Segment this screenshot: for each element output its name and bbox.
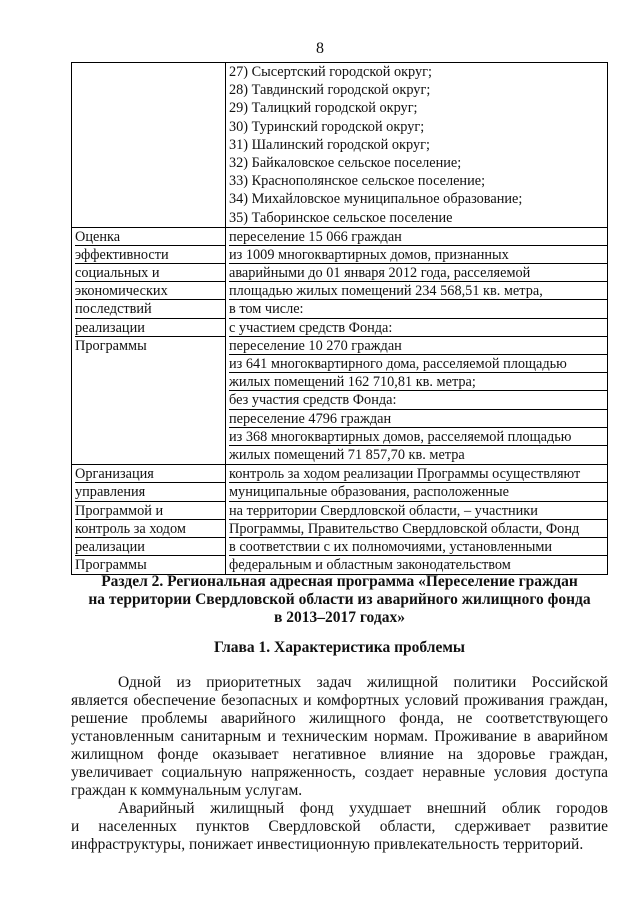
paragraph-line: граждан к коммунальным услугам. bbox=[71, 782, 303, 799]
value-line: в соответствии с их полномочиями, установленными bbox=[229, 538, 607, 556]
municipality-item: 28) Тавдинский городской округ; bbox=[229, 82, 431, 99]
row-value-cell bbox=[226, 227, 608, 464]
page-number: 8 bbox=[316, 40, 324, 57]
municipality-item: 31) Шалинский городской округ; bbox=[229, 136, 430, 153]
municipality-item: 35) Таборинское сельское поселение bbox=[229, 209, 453, 226]
label-line: Оценка bbox=[75, 228, 225, 246]
table-row bbox=[72, 465, 608, 575]
label-line: социальных и bbox=[75, 264, 225, 282]
row-value-cell bbox=[226, 465, 608, 575]
municipality-item: 29) Талицкий городской округ; bbox=[229, 100, 418, 117]
municipality-item: 34) Михайловское муниципальное образование; bbox=[229, 191, 523, 208]
label-line: Программы bbox=[75, 337, 147, 354]
value-line: переселение 4796 граждан bbox=[229, 410, 607, 428]
municipality-item: 33) Краснополянское сельское поселение; bbox=[229, 173, 486, 190]
paragraph-line: Одной из приоритетных задач жилищной политики Российской bbox=[118, 674, 608, 691]
municipality-item: 27) Сысертский городской округ; bbox=[229, 64, 432, 80]
section-title-line: в 2013–2017 годах» bbox=[274, 609, 405, 626]
value-line: из 1009 многоквартирных домов, признанных bbox=[229, 246, 607, 264]
value-line: переселение 10 270 граждан bbox=[229, 337, 607, 355]
paragraph-line: увеличивает социальную напряженность, создает неравные условия доступа bbox=[71, 764, 608, 781]
value-line: на территории Свердловской области, – участники bbox=[229, 502, 607, 520]
label-line: экономических bbox=[75, 282, 225, 300]
paragraph-line: Аварийный жилищный фонд ухудшает внешний облик городов bbox=[118, 800, 608, 817]
value-line: Программы, Правительство Свердловской области, Фонд bbox=[229, 520, 607, 538]
municipality-item: 32) Байкаловское сельское поселение; bbox=[229, 154, 462, 171]
value-line: в том числе: bbox=[229, 300, 607, 318]
label-line: реализации bbox=[75, 538, 225, 556]
paragraph bbox=[71, 674, 608, 800]
program-passport-table bbox=[71, 62, 608, 575]
paragraph-line: инфраструктуры, понижает инвестиционную привлекательность территорий. bbox=[71, 836, 584, 853]
value-line: площадью жилых помещений 234 568,51 кв. метра, bbox=[229, 282, 607, 300]
label-line: Программы bbox=[75, 557, 147, 574]
value-line: федеральным и областным законодательством bbox=[229, 557, 511, 574]
paragraph-line: решение проблемы аварийного жилищного фонда, не соответствующего bbox=[71, 710, 608, 727]
value-line: без участия средств Фонда: bbox=[229, 391, 607, 409]
label-line: Программой и bbox=[75, 502, 225, 520]
value-line: контроль за ходом реализации Программы осуществляют bbox=[229, 465, 607, 483]
row-label-cell bbox=[72, 465, 226, 575]
row-value-cell bbox=[226, 63, 608, 228]
value-line: жилых помещений 162 710,81 кв. метра; bbox=[229, 373, 607, 391]
paragraph-line: установленным санитарным и техническим нормам. Проживание в аварийном bbox=[71, 728, 608, 745]
row-label-cell bbox=[72, 227, 226, 464]
paragraph-line: и населенных пунктов Свердловской области, сдерживает развитие bbox=[71, 818, 608, 835]
label-line: контроль за ходом bbox=[75, 520, 225, 538]
section-title bbox=[71, 573, 608, 627]
value-line: из 368 многоквартирных домов, расселяемой площадью bbox=[229, 428, 607, 446]
value-line: жилых помещений 71 857,70 кв. метра bbox=[229, 446, 465, 463]
municipality-item: 30) Туринский городской округ; bbox=[229, 118, 425, 135]
section-title-line: на территории Свердловской области из аварийного жилищного фонда bbox=[88, 591, 591, 608]
section-title-line: Раздел 2. Региональная адресная программа «Переселение граждан bbox=[101, 573, 578, 590]
paragraph-line: жилищном фонде оказывает негативное влияние на здоровье граждан, bbox=[71, 746, 608, 763]
label-line: реализации bbox=[75, 319, 225, 337]
paragraph-line: является обеспечение безопасных и комфортных условий проживания граждан, bbox=[71, 692, 608, 709]
value-line: аварийными до 01 января 2012 года, расселяемой bbox=[229, 264, 607, 282]
chapter-title: Глава 1. Характеристика проблемы bbox=[214, 639, 465, 656]
value-line: с участием средств Фонда: bbox=[229, 319, 607, 337]
paragraph bbox=[71, 800, 608, 854]
value-line: переселение 15 066 граждан bbox=[229, 228, 607, 246]
row-label-cell bbox=[72, 63, 226, 228]
label-line: управления bbox=[75, 483, 225, 501]
value-line: из 641 многоквартирного дома, расселяемой площадью bbox=[229, 355, 607, 373]
label-line: последствий bbox=[75, 300, 225, 318]
label-line: Организация bbox=[75, 465, 225, 483]
value-line: муниципальные образования, расположенные bbox=[229, 483, 607, 501]
table-row bbox=[72, 227, 608, 464]
table-row bbox=[72, 63, 608, 228]
label-line: эффективности bbox=[75, 246, 225, 264]
